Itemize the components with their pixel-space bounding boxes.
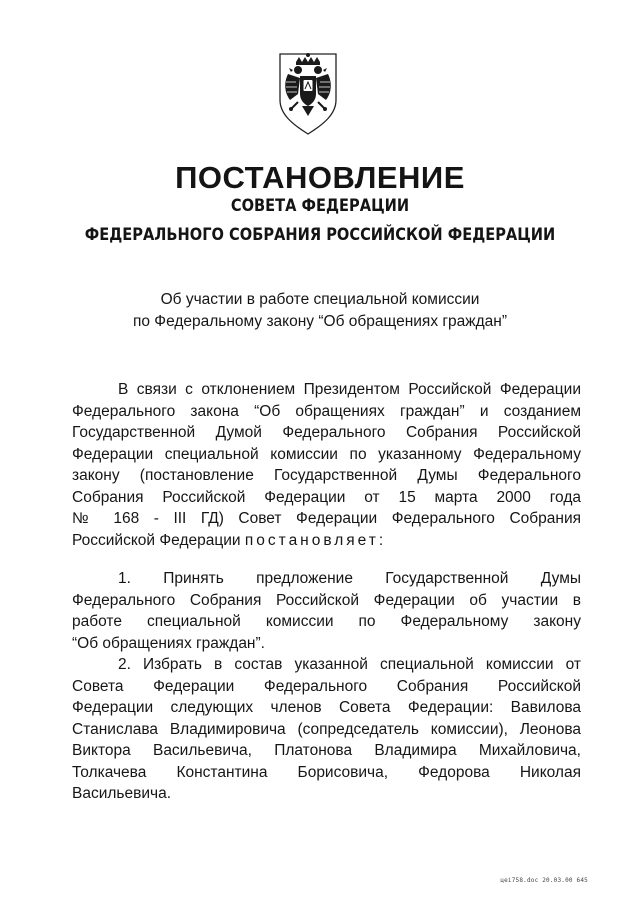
paragraph-line: Федерального Собрания Российской Федерации об участии в <box>72 591 581 609</box>
paragraph-line: Собрания Российской Федерации от 15 марта 2000 года <box>72 488 581 506</box>
paragraph-line: Совета Федерации Федерального Собрания Российской <box>72 677 581 695</box>
paragraph-line: Федерации специальной комиссии по указанному Федеральному <box>72 445 581 463</box>
paragraph-line: работе специальной комиссии по Федеральному закону <box>72 613 581 630</box>
paragraph-line: Федерального закона “Об обращениях граждан” и созданием <box>72 402 581 420</box>
paragraph-line-final <box>72 530 581 552</box>
paragraph-line: В связи с отклонением Президентом Российской Федерации <box>118 381 581 398</box>
document-issuer-line1: СОВЕТА ФЕДЕРАЦИИ <box>230 196 410 216</box>
document-title: ПОСТАНОВЛЕНИЕ <box>175 160 465 195</box>
paragraph-line: Станислава Владимировича (сопредседатель комиссии), Леонова <box>72 720 581 738</box>
russian-coat-of-arms-icon <box>276 48 340 136</box>
subject-line: Об участии в работе специальной комиссии <box>160 291 480 308</box>
document-issuer-line2: ФЕДЕРАЛЬНОГО СОБРАНИЯ РОССИЙСКОЙ ФЕДЕРАЦИИ <box>84 225 556 245</box>
paragraph-line: Российской Федерации <box>72 531 241 549</box>
subject-line: по Федеральному закону “Об обращениях граждан” <box>132 313 508 330</box>
document-file-code: цеі758.doc 20.03.00 645 <box>500 877 588 884</box>
clause-1-paragraph <box>72 568 581 654</box>
paragraph-line: № 168 - III ГД) Совет Федерации Федерального Собрания <box>72 510 581 527</box>
paragraph-line: Васильевича. <box>72 785 172 802</box>
paragraph-line: 1. Принять предложение Государственной Думы <box>118 570 581 587</box>
clause-2-paragraph <box>72 654 581 805</box>
preamble-paragraph <box>72 379 581 551</box>
paragraph-line: Государственной Думой Федерального Собрания Российской <box>72 424 581 441</box>
paragraph-line: 2. Избрать в состав указанной специальной комиссии от <box>118 656 581 673</box>
paragraph-line: Федерации следующих членов Совета Федерации: Вавилова <box>72 699 581 716</box>
paragraph-line: Толкачева Константина Борисовича, Федорова Николая <box>72 763 581 781</box>
decision-word: постановляет: <box>244 531 387 549</box>
paragraph-line: закону (постановление Государственной Думы Федерального <box>72 467 581 484</box>
paragraph-line: “Об обращениях граждан”. <box>72 634 265 652</box>
document-subject <box>0 289 640 333</box>
paragraph-line: Виктора Васильевича, Платонова Владимира Михайловича, <box>72 742 581 759</box>
